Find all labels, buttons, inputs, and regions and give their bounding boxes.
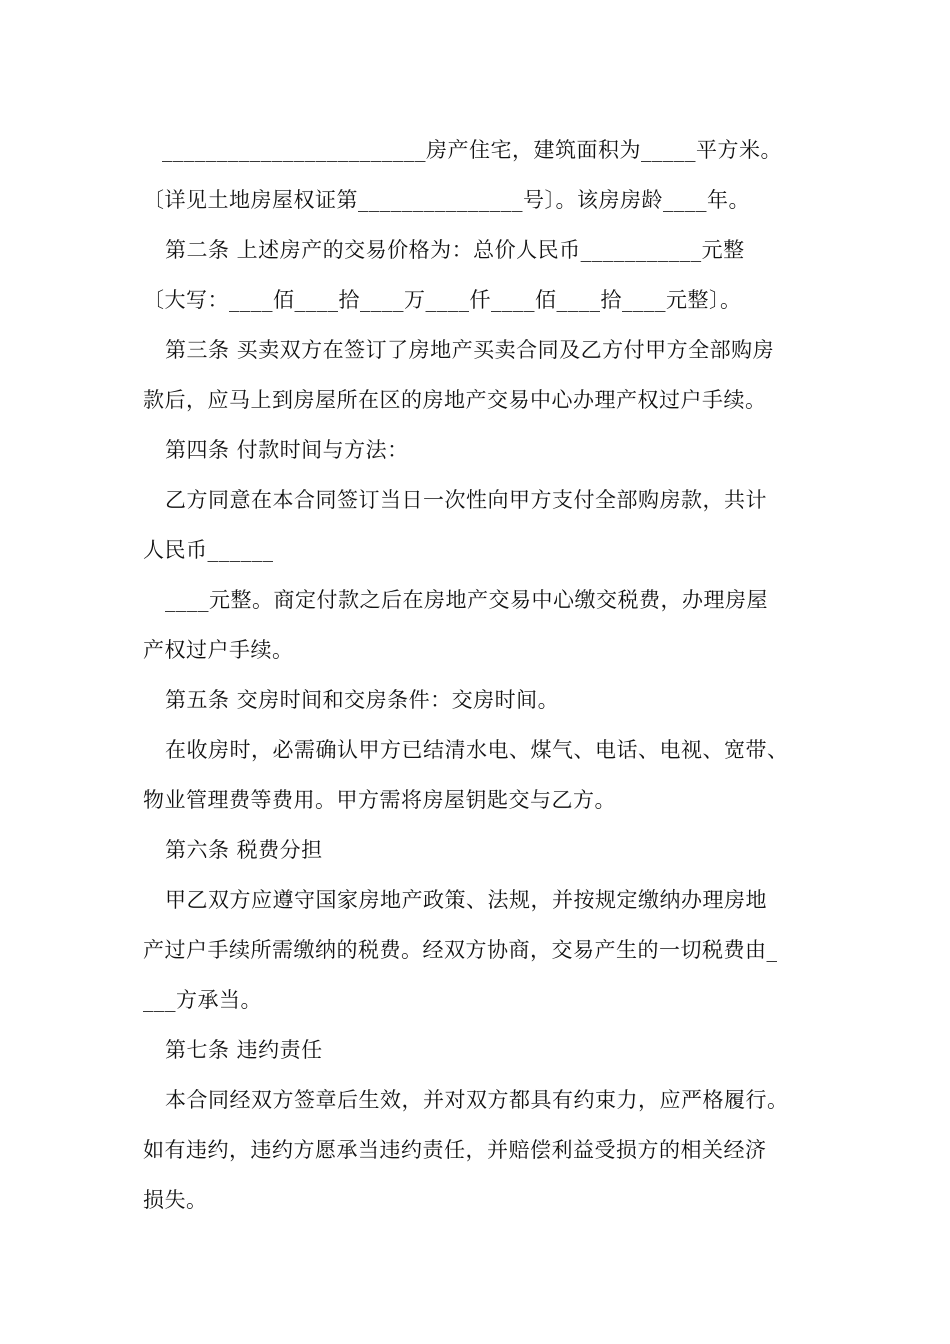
article-4-heading: 第四条 付款时间与方法： — [165, 438, 409, 462]
text-line-certificate: 〔详见土地房屋权证第_______________号〕。该房房龄____年。 — [143, 188, 750, 212]
text-line-effect: 本合同经双方签章后生效，并对双方都具有约束力，应严格履行。 — [165, 1088, 789, 1112]
text-line-yuan: ____元整。商定付款之后在房地产交易中心缴交税费，办理房屋 — [165, 588, 768, 612]
text-line-loss: 损失。 — [143, 1188, 208, 1212]
article-3-heading: 第三条 买卖双方在签订了房地产买卖合同及乙方付甲方全部购房 — [165, 338, 775, 362]
text-line-handover: 在收房时，必需确认甲方已结清水电、煤气、电话、电视、宽带、 — [165, 738, 789, 762]
text-line-tax-policy: 甲乙双方应遵守国家房地产政策、法规，并按规定缴纳办理房地 — [165, 888, 767, 912]
text-line-area: ________________________房产住宅，建筑面积为_____平方米。 — [162, 138, 782, 162]
article-5-heading: 第五条 交房时间和交房条件：交房时间。 — [165, 688, 560, 712]
text-line-tax-share: 产过户手续所需缴纳的税费。经双方协商，交易产生的一切税费由_ — [143, 938, 778, 962]
article-2-heading: 第二条 上述房产的交易价格为：总价人民币___________元整 — [165, 238, 745, 262]
text-line-rmb: 人民币______ — [143, 538, 274, 562]
text-line-tax-party: ___方承当。 — [143, 988, 262, 1012]
text-line-capital-amount: 〔大写：____佰____拾____万____仟____佰____拾____元整〕。 — [143, 288, 742, 312]
text-line-transfer: 款后，应马上到房屋所在区的房地产交易中心办理产权过户手续。 — [143, 388, 767, 412]
text-line-keys: 物业管理费等费用。甲方需将房屋钥匙交与乙方。 — [143, 788, 616, 812]
text-line-breach: 如有违约，违约方愿承当违约责任，并赔偿利益受损方的相关经济 — [143, 1138, 767, 1162]
article-6-heading: 第六条 税费分担 — [165, 838, 323, 862]
text-line-payment: 乙方同意在本合同签订当日一次性向甲方支付全部购房款，共计 — [165, 488, 767, 512]
text-line-procedure: 产权过户手续。 — [143, 638, 294, 662]
article-7-heading: 第七条 违约责任 — [165, 1038, 323, 1062]
